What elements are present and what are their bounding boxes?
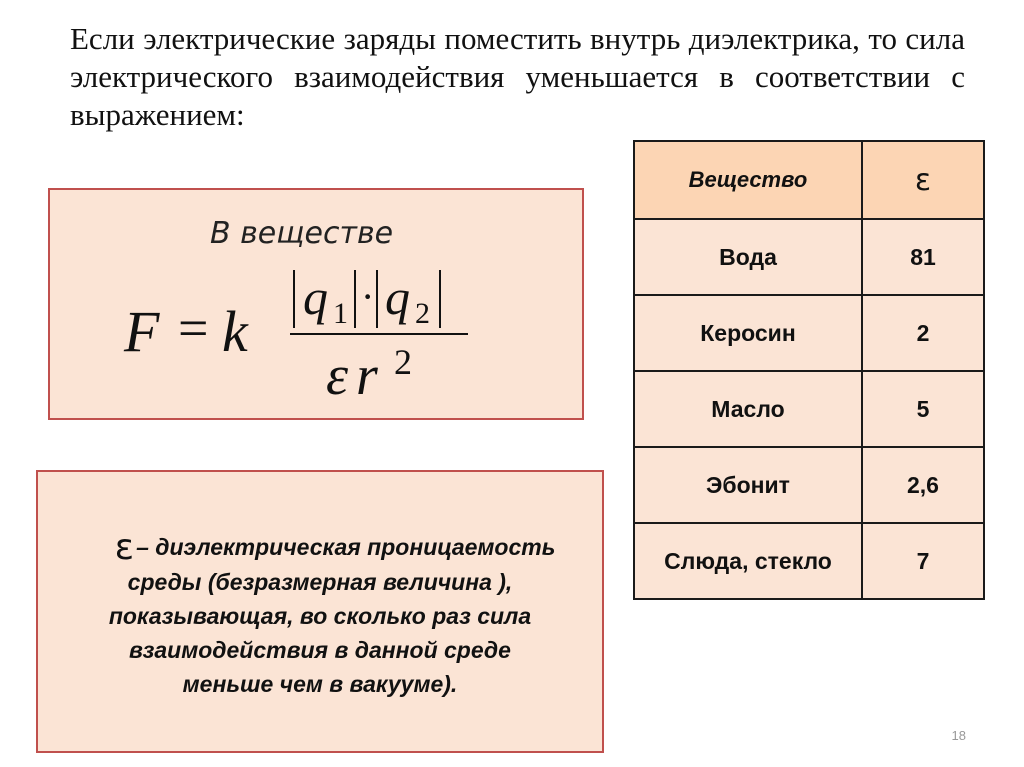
formula-equals: = (178, 298, 209, 358)
table-row (634, 523, 984, 599)
header-eps: ε (862, 141, 984, 219)
coulomb-formula (50, 190, 586, 422)
cell-substance: Эбонит (634, 447, 862, 523)
permittivity-table (633, 140, 985, 600)
formula-dot: · (361, 274, 375, 319)
formula-r: r (356, 345, 378, 407)
table-header-row (634, 141, 984, 219)
definition-line-3: показывающая, во сколько раз сила (108, 603, 532, 629)
cell-substance: Вода (634, 219, 862, 295)
definition-line-1-text: – диэлектрическая проницаемость (136, 534, 556, 560)
cell-eps: 2 (862, 295, 984, 371)
table-row (634, 219, 984, 295)
cell-substance: Слюда, стекло (634, 523, 862, 599)
table-row (634, 295, 984, 371)
formula-q1-sub: 1 (333, 297, 348, 330)
cell-eps: 5 (862, 371, 984, 447)
intro-text: Если электрические заряды поместить внутрь диэлектрика, то сила электрического взаимодействия уменьшается в соответствии с выражением: (70, 21, 965, 132)
cell-eps: 7 (862, 523, 984, 599)
definition-line-5: меньше чем в вакууме). (182, 671, 458, 697)
definition-line-1 (38, 527, 602, 568)
definition-text (38, 527, 602, 701)
definition-line-2: среды (безразмерная величина ), (127, 569, 513, 595)
definition-box (36, 470, 604, 753)
cell-eps: 2,6 (862, 447, 984, 523)
formula-caption: В веществе (210, 216, 394, 251)
header-substance: Вещество (634, 141, 862, 219)
definition-line-4: взаимодействия в данной среде (129, 637, 511, 663)
formula-eps: ε (326, 345, 349, 407)
table-row (634, 371, 984, 447)
formula-q2: q (385, 269, 410, 325)
cell-substance: Масло (634, 371, 862, 447)
formula-k: k (222, 299, 248, 364)
epsilon-symbol: ε (114, 527, 135, 568)
cell-eps: 81 (862, 219, 984, 295)
formula-f: F (124, 299, 160, 364)
formula-q2-sub: 2 (415, 297, 430, 330)
page-number: 18 (951, 728, 966, 743)
table-row (634, 447, 984, 523)
formula-box (48, 188, 584, 420)
cell-substance: Керосин (634, 295, 862, 371)
formula-q1: q (303, 269, 328, 325)
formula-exp: 2 (394, 342, 412, 382)
